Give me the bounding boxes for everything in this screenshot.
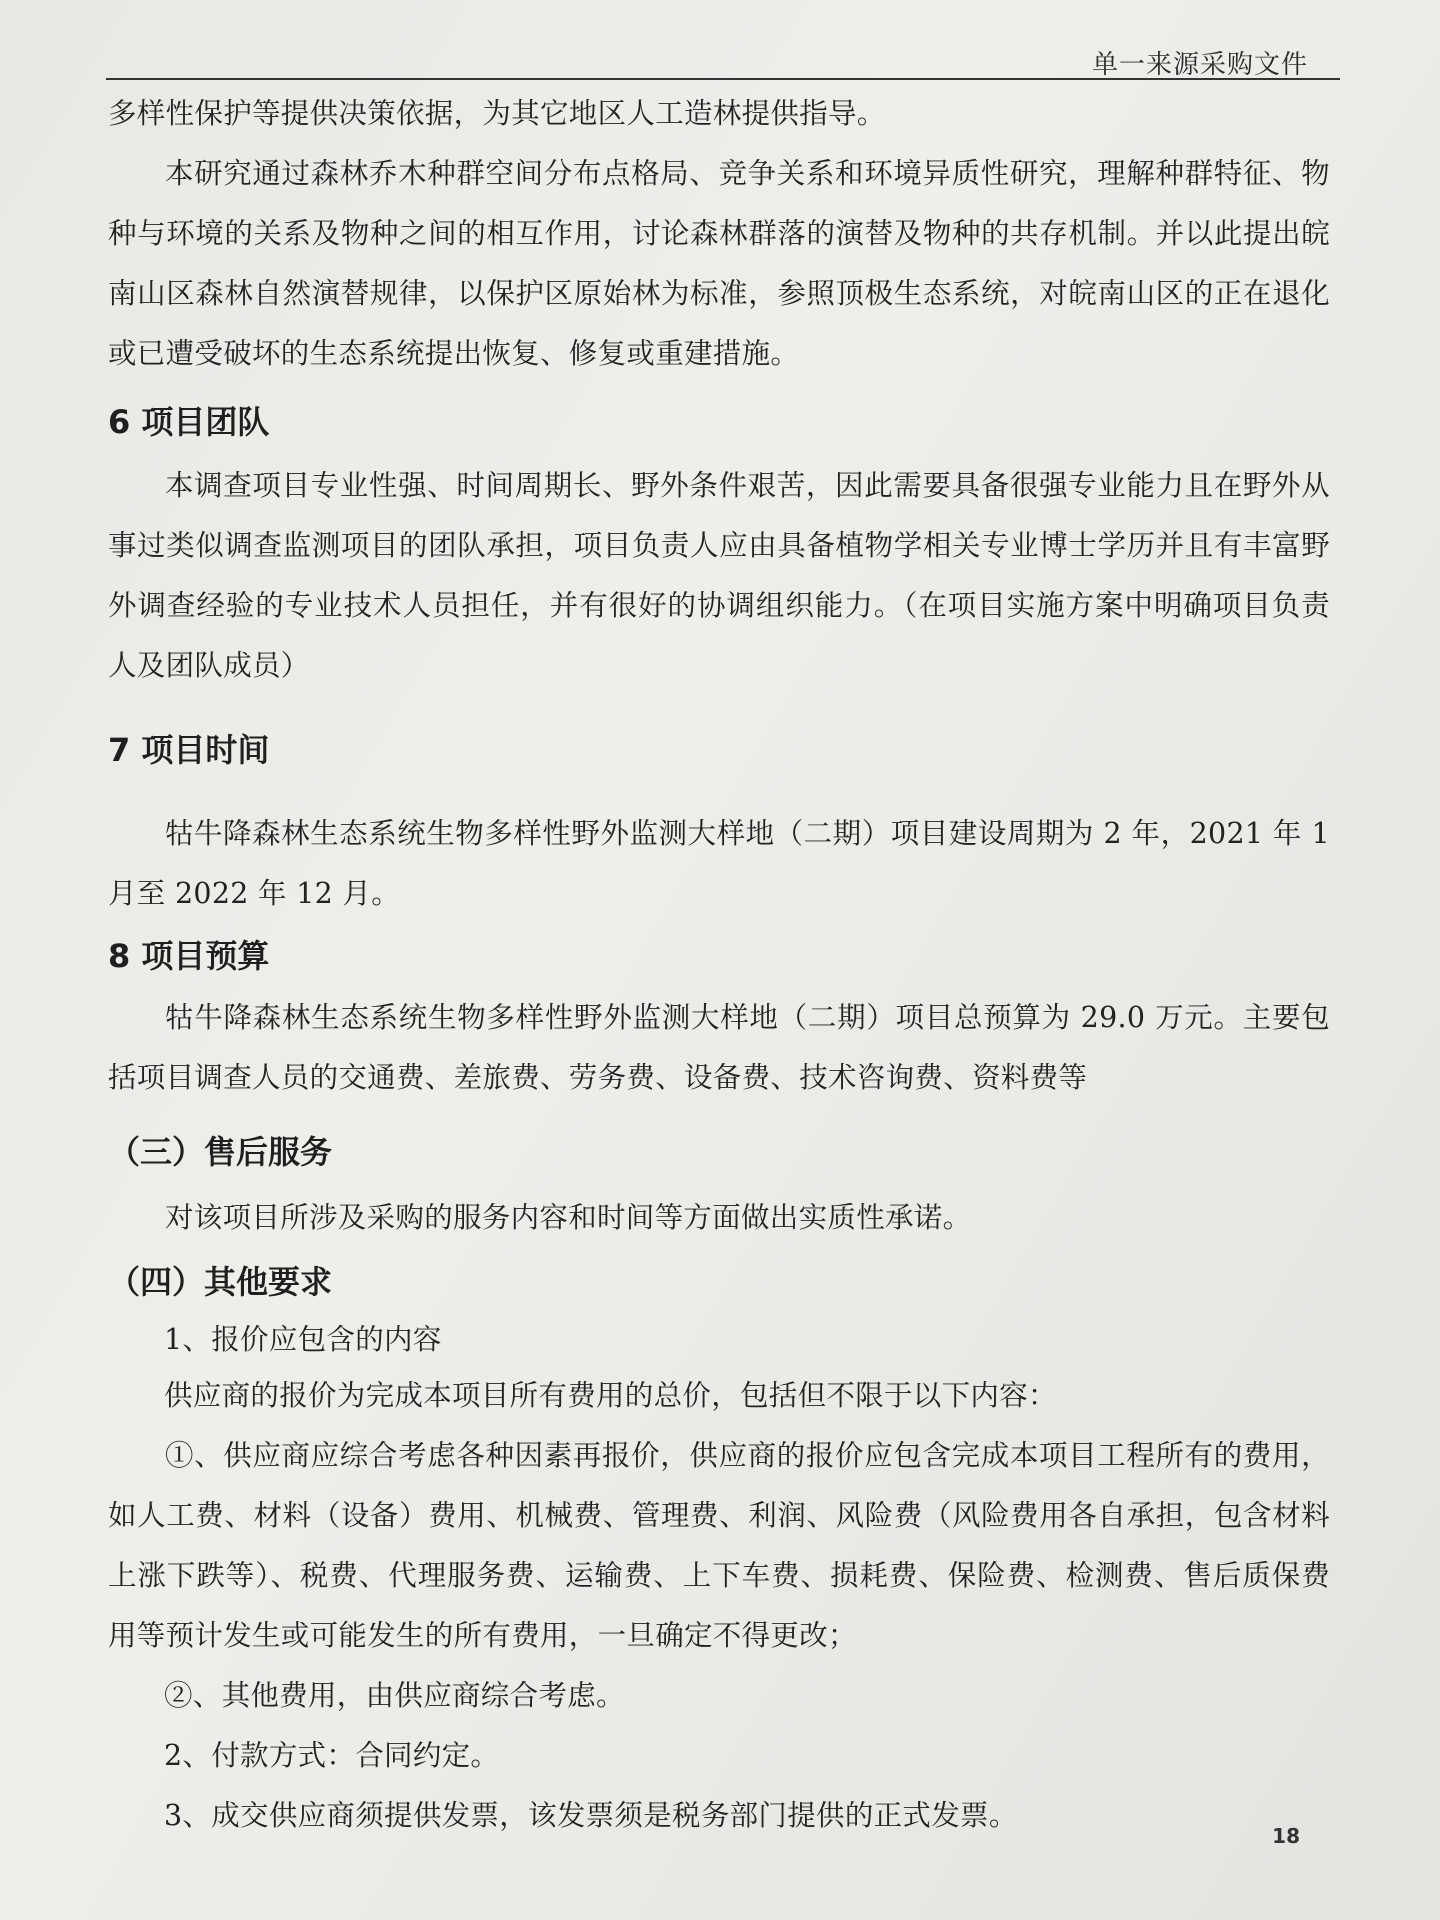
section-8-body: 牯牛降森林生态系统生物多样性野外监测大样地（二期）项目总预算为 29.0 万元。主要包括项目调查人员的交通费、差旅费、劳务费、设备费、技术咨询费、资料费等	[108, 1001, 1330, 1094]
item-1-intro: 供应商的报价为完成本项目所有费用的总价，包括但不限于以下内容：	[164, 1379, 1057, 1412]
after-sales-body: 对该项目所涉及采购的服务内容和时间等方面做出实质性承诺。	[165, 1201, 972, 1234]
section-6-body: 本调查项目专业性强、时间周期长、野外条件艰苦，因此需要具备很强专业能力且在野外从事过类似调查监测项目的团队承担，项目负责人应由具备植物学相关专业博士学历并且有丰富野外调查经验的专业技术人员担任，并有很好的协调组织能力。（在项目实施方案中明确项目负责人及团队成员）	[108, 469, 1330, 682]
item-3: 3、成交供应商须提供发票，该发票须是税务部门提供的正式发票。	[164, 1799, 1018, 1832]
other-requirements-heading: （四）其他要求	[108, 1263, 333, 1301]
item-1-title: 1、报价应包含的内容	[164, 1323, 442, 1356]
item-1-point-1: ①、供应商应综合考虑各种因素再报价，供应商的报价应包含完成本项目工程所有的费用，如人工费、材料（设备）费用、机械费、管理费、利润、风险费（风险费用各自承担，包含材料上涨下跌等）、税费、代理服务费、运输费、上下车费、损耗费、保险费、检测费、售后质保费用等预计发生或可能发生的所有费用，一旦确定不得更改；	[108, 1439, 1330, 1652]
section-7-heading: 7 项目时间	[108, 731, 270, 769]
section-6-heading: 6 项目团队	[108, 403, 270, 441]
header-rule	[106, 78, 1340, 80]
research-paragraph: 本研究通过森林乔木种群空间分布点格局、竞争关系和环境异质性研究，理解种群特征、物种与环境的关系及物种之间的相互作用，讨论森林群落的演替及物种的共存机制。并以此提出皖南山区森林自然演替规律，以保护区原始林为标准，参照顶极生态系统，对皖南山区的正在退化或已遭受破坏的生态系统提出恢复、修复或重建措施。	[108, 157, 1330, 370]
section-8-heading: 8 项目预算	[108, 937, 270, 975]
page-content	[108, 84, 1330, 1846]
item-1-point-2: ②、其他费用，由供应商综合考虑。	[164, 1679, 625, 1712]
item-2: 2、付款方式：合同约定。	[164, 1739, 500, 1772]
section-7-body: 牯牛降森林生态系统生物多样性野外监测大样地（二期）项目建设周期为 2 年，2021 年 1 月至 2022 年 12 月。	[108, 817, 1330, 910]
page-number: 18	[1272, 1824, 1300, 1848]
header-title: 单一来源采购文件	[1091, 50, 1308, 80]
after-sales-heading: （三）售后服务	[108, 1133, 333, 1171]
intro-continuation: 多样性保护等提供决策依据，为其它地区人工造林提供指导。	[108, 97, 886, 130]
